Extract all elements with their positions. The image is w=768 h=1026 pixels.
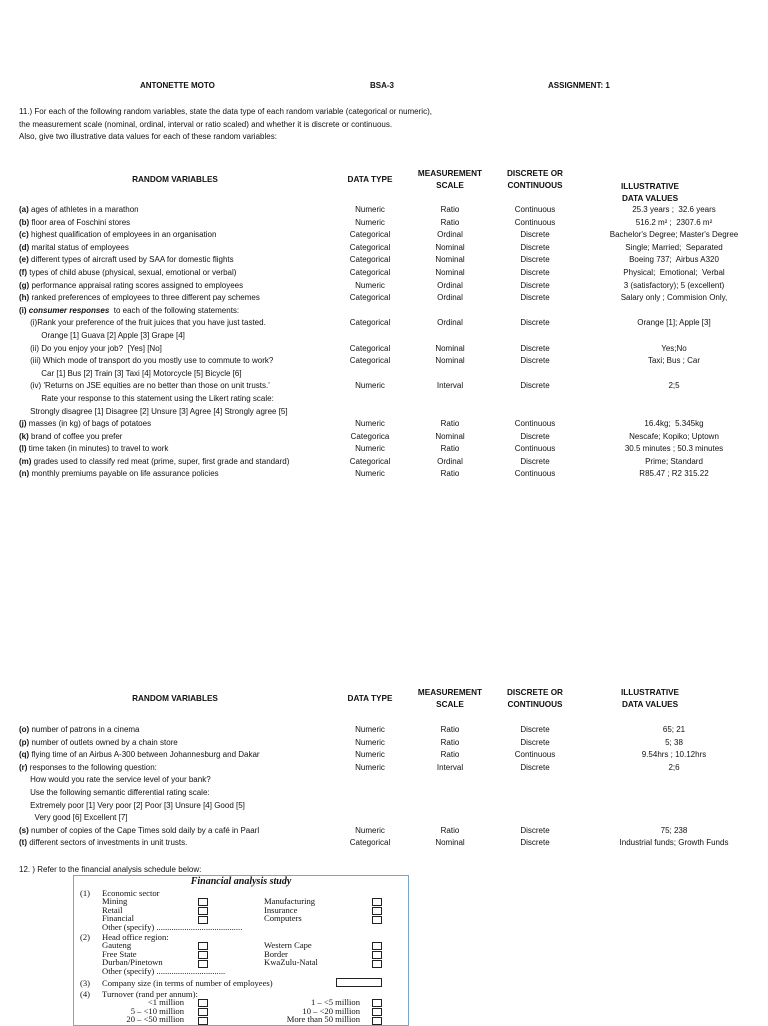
- question-11-intro: [19, 106, 432, 144]
- data-type-cell: Categorical: [349, 230, 391, 240]
- table-2: [19, 724, 759, 850]
- table-row: [19, 418, 759, 431]
- table-row: [19, 229, 759, 242]
- scale-cell: Ratio: [440, 737, 460, 747]
- discrete-continuous-cell: Continuous: [514, 444, 556, 454]
- assignment-label: ASSIGNMENT: 1: [548, 81, 610, 90]
- header-data-type: DATA TYPE: [347, 694, 393, 703]
- option-label: Border: [264, 948, 288, 959]
- table-row: [19, 787, 759, 800]
- option-label: KwaZulu-Natal: [264, 957, 318, 968]
- scale-cell: Ratio: [440, 205, 460, 214]
- table-row: [19, 305, 759, 318]
- header-text: SCALE: [436, 700, 464, 709]
- variable-cell: (m) grades used to classify red meat (prime, super, first grade and standard): [19, 456, 290, 466]
- option-label: Financial: [102, 913, 134, 924]
- q11-line: Also, give two illustrative data values for each of these random variables:: [19, 132, 277, 142]
- scale-cell: Nominal: [435, 255, 465, 265]
- header-measurement-scale: [405, 687, 495, 711]
- illustrative-values-cell: Boeing 737; Airbus A320: [629, 255, 719, 265]
- discrete-continuous-cell: Discrete: [520, 381, 550, 391]
- header-text: DATA VALUES: [621, 194, 679, 203]
- checkbox[interactable]: [198, 942, 208, 950]
- illustrative-values-cell: Nescafe; Kopiko; Uptown: [629, 431, 719, 441]
- variable-cell: (j) masses (in kg) of bags of potatoes: [19, 419, 152, 429]
- checkbox[interactable]: [372, 951, 382, 959]
- variable-cell: (c) highest qualification of employees in an organisation: [19, 230, 217, 240]
- variable-cell: (t) different sectors of investments in unit trusts.: [19, 838, 188, 848]
- discrete-continuous-cell: Discrete: [520, 725, 550, 734]
- data-type-cell: Numeric: [355, 737, 385, 747]
- table-row: [19, 267, 759, 280]
- variable-cell: (d) marital status of employees: [19, 242, 129, 252]
- variable-cell: Strongly disagree [1] Disagree [2] Unsure [3] Agree [4] Strongly agree [5]: [19, 406, 288, 416]
- option-label: <1 million: [147, 997, 184, 1007]
- scale-cell: Ratio: [440, 469, 460, 479]
- table-row: [19, 456, 759, 469]
- data-type-cell: Categorical: [349, 293, 391, 303]
- variable-cell: (i) consumer responses to each of the following statements:: [19, 305, 240, 315]
- table-row: [19, 317, 759, 330]
- table-row: [19, 749, 759, 762]
- data-type-cell: Categorical: [349, 255, 391, 265]
- scale-cell: Ratio: [440, 725, 460, 734]
- data-type-cell: Numeric: [355, 725, 385, 734]
- discrete-continuous-cell: Discrete: [520, 838, 550, 848]
- discrete-continuous-cell: Discrete: [520, 230, 550, 240]
- variable-cell: (e) different types of aircraft used by SAA for domestic flights: [19, 255, 234, 265]
- checkbox[interactable]: [198, 999, 208, 1007]
- q11-line: 11.) For each of the following random variables, state the data type of each random variable (categorical or numeric),: [19, 107, 432, 116]
- illustrative-values-cell: 9.54hrs ; 10.12hrs: [641, 750, 707, 760]
- scale-cell: Ratio: [440, 750, 460, 760]
- discrete-continuous-cell: Discrete: [520, 293, 550, 303]
- table-row: [19, 762, 759, 775]
- checkbox[interactable]: [198, 907, 208, 915]
- data-type-cell: Numeric: [355, 444, 385, 454]
- option-label: More than 50 million: [286, 1014, 360, 1025]
- variable-cell: Car [1] Bus [2] Train [3] Taxi [4] Motorcycle [5] Bicycle [6]: [19, 368, 242, 378]
- scale-cell: Nominal: [435, 267, 465, 277]
- scale-cell: Ratio: [440, 419, 460, 429]
- section-label: Company size (in terms of number of employees): [102, 978, 273, 988]
- table-row: [19, 800, 759, 813]
- illustrative-values-cell: Prime; Standard: [645, 456, 703, 466]
- header-data-type: DATA TYPE: [347, 175, 393, 184]
- section-num: (3): [80, 978, 91, 988]
- variable-cell: (q) flying time of an Airbus A-300 between Johannesburg and Dakar: [19, 750, 260, 760]
- variable-cell: (f) types of child abuse (physical, sexual, emotional or verbal): [19, 267, 237, 277]
- header-text: ILLUSTRATIVE: [620, 688, 680, 697]
- illustrative-values-cell: 25.3 years ; 32.6 years: [632, 205, 716, 214]
- scale-cell: Ratio: [440, 217, 460, 227]
- variable-cell: Orange [1] Guava [2] Apple [3] Grape [4]: [19, 330, 185, 340]
- company-size-input[interactable]: [336, 978, 382, 987]
- data-type-cell: Numeric: [355, 280, 385, 290]
- discrete-continuous-cell: Discrete: [520, 762, 550, 772]
- scale-cell: Ordinal: [437, 318, 463, 328]
- section-num: (2): [80, 932, 91, 942]
- header-random-variables: RANDOM VARIABLES: [132, 694, 218, 703]
- course-code: BSA-3: [370, 81, 395, 90]
- illustrative-values-cell: R85.47 ; R2 315.22: [639, 469, 709, 479]
- data-type-cell: Numeric: [355, 825, 385, 835]
- scale-cell: Ordinal: [437, 230, 463, 240]
- header-discrete-continuous: [490, 168, 580, 192]
- scale-cell: Ordinal: [437, 280, 463, 290]
- data-type-cell: Categorical: [349, 242, 391, 252]
- variable-cell: (a) ages of athletes in a marathon: [19, 205, 139, 214]
- header-discrete-continuous: [490, 687, 580, 711]
- financial-analysis-schedule: [73, 875, 409, 1026]
- section-num: (4): [80, 989, 91, 999]
- option-label: Retail: [102, 904, 123, 915]
- checkbox[interactable]: [198, 898, 208, 906]
- discrete-continuous-cell: Continuous: [514, 205, 556, 214]
- variable-cell: (h) ranked preferences of employees to three different pay schemes: [19, 293, 260, 303]
- scale-cell: Interval: [436, 381, 464, 391]
- checkbox[interactable]: [372, 999, 382, 1007]
- discrete-continuous-cell: Discrete: [520, 318, 550, 328]
- table-row: [19, 837, 759, 850]
- scale-cell: Nominal: [435, 356, 465, 366]
- table-row: [19, 724, 759, 737]
- header-text: DISCRETE OR: [507, 688, 563, 697]
- variable-cell: (o) number of patrons in a cinema: [19, 725, 140, 734]
- checkbox[interactable]: [372, 916, 382, 924]
- header-text: MEASUREMENT: [417, 688, 483, 697]
- discrete-continuous-cell: Continuous: [514, 469, 556, 479]
- option-label: 1 – <5 million: [310, 997, 360, 1007]
- checkbox[interactable]: [372, 942, 382, 950]
- discrete-continuous-cell: Discrete: [520, 356, 550, 366]
- discrete-continuous-cell: Discrete: [520, 456, 550, 466]
- variable-cell: (s) number of copies of the Cape Times sold daily by a café in Paarl: [19, 825, 260, 835]
- illustrative-values-cell: Bachelor's Degree; Master's Degree: [609, 230, 739, 240]
- discrete-continuous-cell: Discrete: [520, 825, 550, 835]
- student-name: ANTONETTE MOTO: [140, 81, 215, 90]
- discrete-continuous-cell: Continuous: [514, 750, 556, 760]
- table-row: [19, 355, 759, 368]
- q11-line: the measurement scale (nominal, ordinal, interval or ratio scaled) and whether it is discrete or continuous.: [19, 119, 393, 129]
- checkbox[interactable]: [198, 951, 208, 959]
- checkbox[interactable]: [372, 898, 382, 906]
- header-text: DISCRETE OR: [507, 169, 563, 178]
- table-row: [19, 204, 759, 217]
- illustrative-values-cell: 75; 238: [660, 825, 688, 835]
- table-row: [19, 242, 759, 255]
- variable-cell: How would you rate the service level of your bank?: [19, 775, 211, 785]
- variable-cell: Extremely poor [1] Very poor [2] Poor [3] Unsure [4] Good [5]: [19, 800, 245, 810]
- scale-cell: Nominal: [435, 242, 465, 252]
- scale-cell: Ratio: [440, 444, 460, 454]
- illustrative-values-cell: 65; 21: [662, 725, 686, 734]
- variable-cell: Rate your response to this statement using the Likert rating scale:: [19, 393, 274, 403]
- variable-cell: (l) time taken (in minutes) to travel to work: [19, 444, 169, 454]
- table-row: [19, 343, 759, 356]
- option-label: Insurance: [264, 904, 298, 915]
- data-type-cell: Numeric: [355, 381, 385, 391]
- data-type-cell: Categorical: [349, 343, 391, 353]
- discrete-continuous-cell: Discrete: [520, 267, 550, 277]
- header-text: CONTINUOUS: [507, 181, 563, 190]
- illustrative-values-cell: 2;5: [668, 381, 680, 391]
- table-row: [19, 217, 759, 230]
- option-label: 20 – <50 million: [126, 1014, 184, 1025]
- illustrative-values-cell: Orange [1]; Apple [3]: [637, 318, 711, 328]
- illustrative-values-cell: Single; Married; Separated: [625, 242, 723, 252]
- scale-cell: Ordinal: [437, 456, 463, 466]
- table-row: [19, 330, 759, 343]
- illustrative-values-cell: 5; 38: [665, 737, 683, 747]
- option-label: 10 – <20 million: [302, 1005, 360, 1016]
- illustrative-values-cell: 2;6: [668, 762, 680, 772]
- table-row: [19, 812, 759, 825]
- option-label: Gauteng: [102, 940, 132, 950]
- data-type-cell: Categorica: [350, 431, 390, 441]
- data-type-cell: Numeric: [355, 469, 385, 479]
- discrete-continuous-cell: Continuous: [514, 419, 556, 429]
- header-random-variables: RANDOM VARIABLES: [132, 175, 218, 184]
- illustrative-values-cell: 16.4kg; 5.345kg: [644, 419, 704, 429]
- section-label: Head office region:: [102, 932, 169, 942]
- discrete-continuous-cell: Continuous: [514, 217, 556, 227]
- illustrative-values-cell: Industrial funds; Growth Funds: [619, 838, 729, 848]
- header-text: ILLUSTRATIVE: [620, 182, 680, 191]
- checkbox[interactable]: [372, 1008, 382, 1016]
- option-label: Western Cape: [264, 940, 312, 950]
- table-row: [19, 406, 759, 419]
- discrete-continuous-cell: Discrete: [520, 255, 550, 265]
- scale-cell: Ordinal: [437, 293, 463, 303]
- variable-cell: (k) brand of coffee you prefer: [19, 431, 123, 441]
- scale-cell: Nominal: [435, 343, 465, 353]
- option-label: Computers: [264, 913, 302, 924]
- discrete-continuous-cell: Discrete: [520, 280, 550, 290]
- illustrative-values-cell: Taxi; Bus ; Car: [647, 356, 700, 366]
- table-row: [19, 254, 759, 267]
- other-specify: Other (specify) ................................: [102, 966, 226, 976]
- variable-cell: Very good [6] Excellent [7]: [19, 813, 128, 823]
- variable-cell: (g) performance appraisal rating scores assigned to employees: [19, 280, 244, 290]
- variable-cell: (p) number of outlets owned by a chain store: [19, 737, 178, 747]
- header-illustrative-values: [600, 687, 700, 711]
- data-type-cell: Numeric: [355, 750, 385, 760]
- checkbox[interactable]: [198, 1008, 208, 1016]
- section-label: Economic sector: [102, 888, 160, 898]
- variable-cell: (i)Rank your preference of the fruit juices that you have just tasted.: [19, 318, 266, 328]
- data-type-cell: Numeric: [355, 205, 385, 214]
- table-row: [19, 393, 759, 406]
- scale-cell: Ratio: [440, 825, 460, 835]
- table-row: [19, 825, 759, 838]
- illustrative-values-cell: 30.5 minutes ; 50.3 minutes: [624, 444, 724, 454]
- header-text: CONTINUOUS: [507, 700, 563, 709]
- option-label: Durban/Pinetown: [102, 957, 163, 968]
- table-row: [19, 292, 759, 305]
- header-measurement-scale: [405, 168, 495, 192]
- section-num: (1): [80, 888, 91, 898]
- discrete-continuous-cell: Discrete: [520, 343, 550, 353]
- header-illustrative-values: [600, 181, 700, 205]
- variable-cell: (r) responses to the following question:: [19, 762, 157, 772]
- data-type-cell: Categorical: [349, 456, 391, 466]
- illustrative-values-cell: Yes;No: [661, 343, 687, 353]
- option-label: Free State: [102, 948, 137, 959]
- illustrative-values-cell: 516.2 m² ; 2307.6 m²: [635, 217, 713, 227]
- variable-cell: (n) monthly premiums payable on life assurance policies: [19, 469, 219, 479]
- scale-cell: Nominal: [435, 431, 465, 441]
- illustrative-values-cell: Physical; Emotional; Verbal: [623, 267, 725, 277]
- data-type-cell: Numeric: [355, 762, 385, 772]
- table-row: [19, 368, 759, 381]
- header-text: MEASUREMENT: [417, 169, 483, 178]
- section-label: Turnover (rand per annum):: [102, 989, 198, 999]
- option-label: Mining: [102, 896, 128, 906]
- scale-cell: Interval: [436, 762, 464, 772]
- table-1: [19, 204, 759, 481]
- option-label: 5 – <10 million: [130, 1005, 184, 1016]
- table-row: [19, 431, 759, 444]
- question-12-intro: 12. ) Refer to the financial analysis schedule below:: [19, 865, 202, 874]
- variable-cell: Use the following semantic differential rating scale:: [19, 787, 210, 797]
- option-label: Manufacturing: [264, 896, 316, 906]
- data-type-cell: Categorical: [349, 318, 391, 328]
- scale-cell: Nominal: [435, 838, 465, 848]
- header-text: DATA VALUES: [621, 700, 679, 709]
- table-row: [19, 280, 759, 293]
- table-row: [19, 380, 759, 393]
- checkbox[interactable]: [372, 907, 382, 915]
- data-type-cell: Categorical: [349, 267, 391, 277]
- table-row: [19, 468, 759, 481]
- other-specify: Other (specify) ........................................: [102, 922, 243, 932]
- table-row: [19, 774, 759, 787]
- data-type-cell: Numeric: [355, 217, 385, 227]
- discrete-continuous-cell: Discrete: [520, 242, 550, 252]
- variable-cell: (iii) Which mode of transport do you mostly use to commute to work?: [19, 356, 274, 366]
- variable-cell: (b) floor area of Foschini stores: [19, 217, 131, 227]
- data-type-cell: Numeric: [355, 419, 385, 429]
- table-row: [19, 737, 759, 750]
- illustrative-values-cell: 3 (satisfactory); 5 (excellent): [623, 280, 725, 290]
- data-type-cell: Categorical: [349, 838, 391, 848]
- discrete-continuous-cell: Discrete: [520, 431, 550, 441]
- checkbox[interactable]: [372, 960, 382, 968]
- discrete-continuous-cell: Discrete: [520, 737, 550, 747]
- variable-cell: (iv) 'Returns on JSE equities are no better than those on unit trusts.': [19, 381, 270, 391]
- variable-cell: (ii) Do you enjoy your job? [Yes] [No]: [19, 343, 162, 353]
- schedule-title: Financial analysis study: [190, 876, 292, 887]
- data-type-cell: Categorical: [349, 356, 391, 366]
- illustrative-values-cell: Salary only ; Commision Only,: [620, 293, 728, 303]
- table-row: [19, 443, 759, 456]
- header-text: SCALE: [436, 181, 464, 190]
